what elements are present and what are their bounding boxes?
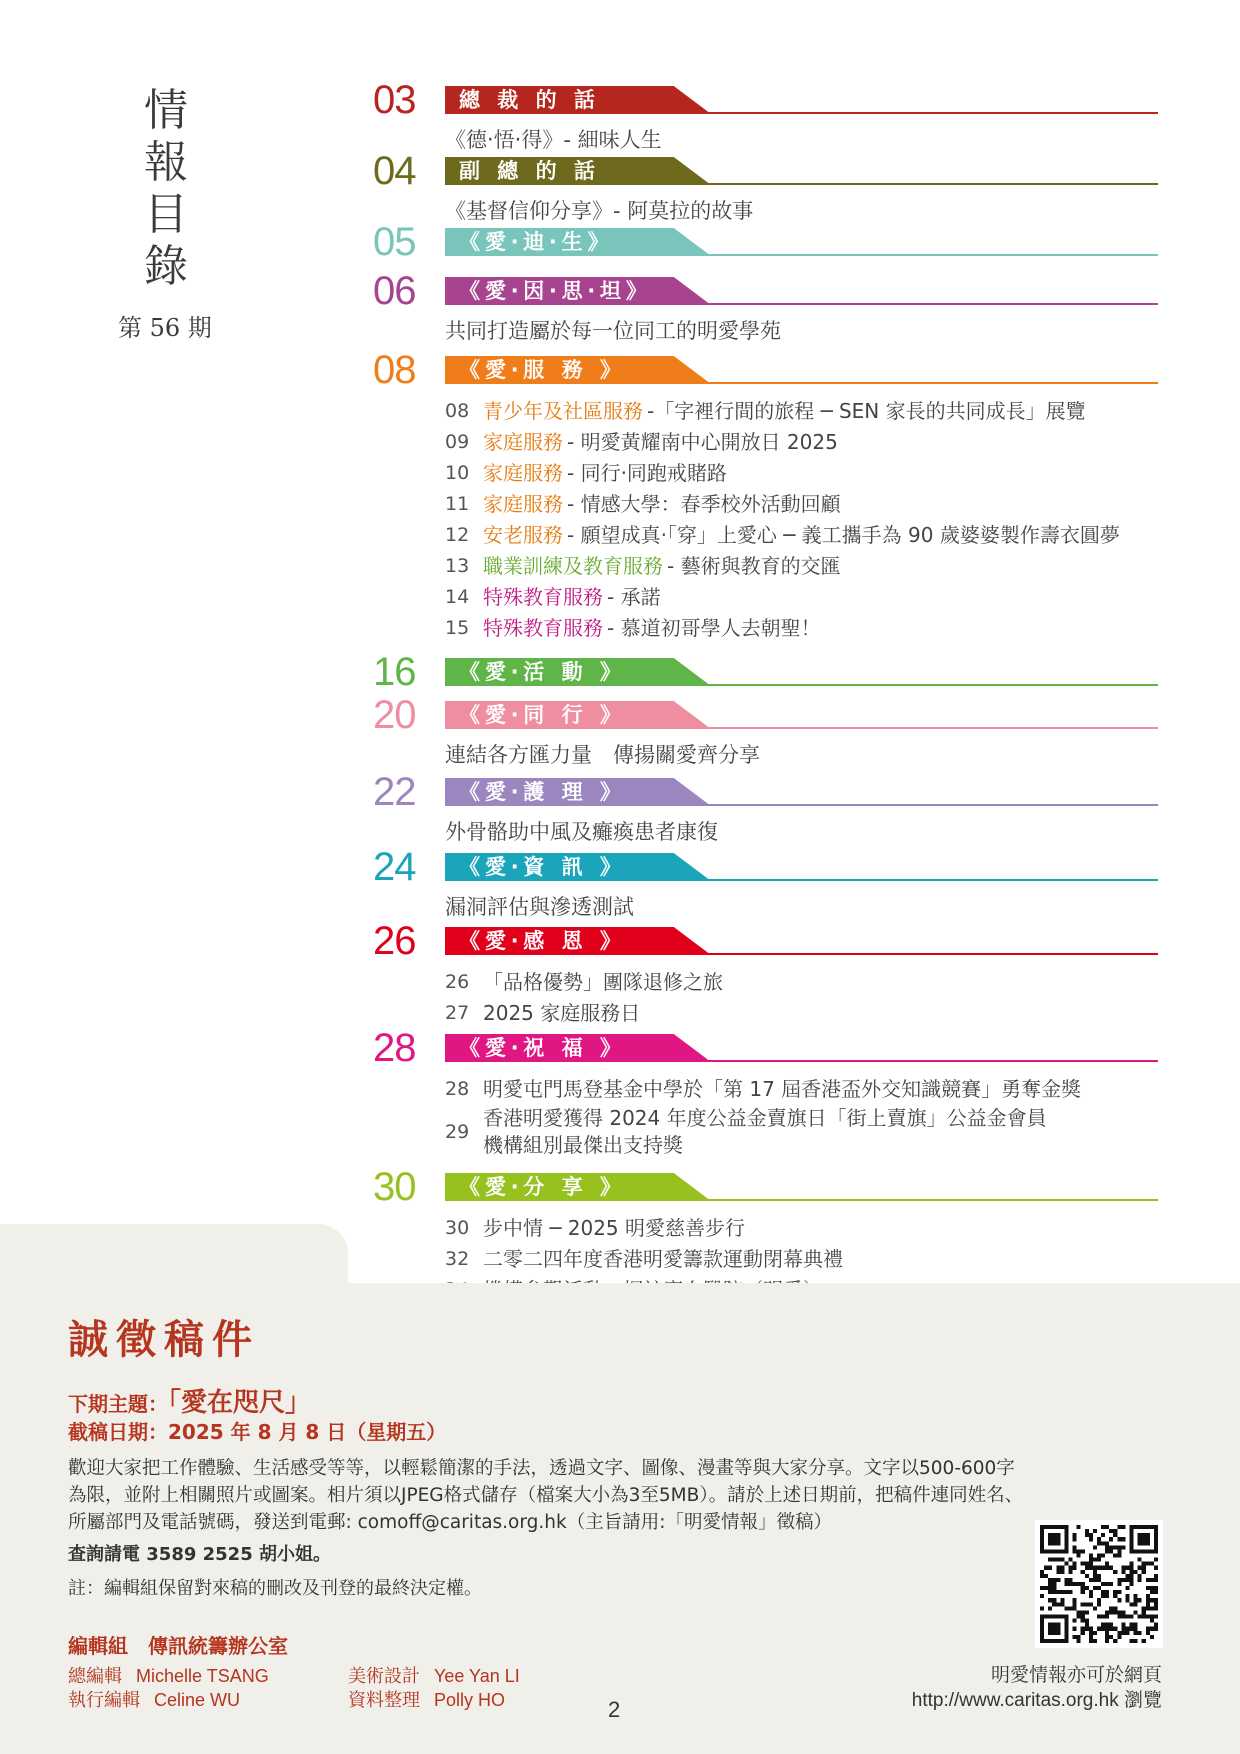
- credit-name: Yee Yan LI: [434, 1666, 520, 1686]
- section-page-number: 22: [373, 770, 416, 814]
- section-title: 總 裁 的 話: [459, 88, 600, 112]
- toc-section[interactable]: [373, 845, 1213, 921]
- article-text: [483, 998, 640, 1029]
- section-title: 副 總 的 話: [459, 159, 600, 183]
- section-page-number: 28: [373, 1026, 416, 1070]
- web-note: 明愛情報亦可於網頁: [990, 1664, 1162, 1686]
- article-category: 青少年及社區服務: [483, 399, 643, 423]
- article-page: 11: [445, 493, 470, 515]
- section-title: 《愛‧因‧思‧坦》: [459, 279, 652, 303]
- section-page-number: 16: [373, 650, 416, 694]
- article-row[interactable]: [445, 1074, 1213, 1105]
- toc-section-header: [373, 650, 1213, 694]
- article-page: 10: [445, 462, 470, 484]
- article-page: 30: [445, 1217, 470, 1239]
- section-title: 《愛‧資 訊 》: [459, 855, 626, 879]
- deadline: 截稿日期：2025 年 8 月 8 日（星期五）: [68, 1420, 447, 1444]
- article-text: [483, 396, 1086, 427]
- article-page: 32: [445, 1248, 470, 1270]
- next-theme-value: 「愛在咫尺」: [168, 1388, 312, 1418]
- article-category: 家庭服務: [483, 461, 563, 485]
- article-title: - 藝術與教育的交匯: [667, 554, 841, 578]
- article-title: 香港明愛獲得 2024 年度公益金賣旗日「街上賣旗」公益金會員: [483, 1106, 1047, 1130]
- article-text: [483, 427, 838, 458]
- article-list: [445, 967, 1213, 1029]
- article-row[interactable]: [445, 551, 1213, 582]
- article-row[interactable]: [445, 520, 1213, 551]
- article-title: 2025 家庭服務日: [483, 1001, 641, 1025]
- toc-section[interactable]: [373, 78, 1213, 154]
- web-url[interactable]: http://www.caritas.org.hk 瀏覽: [911, 1690, 1162, 1711]
- enquiry-line: 查詢請電 3589 2525 胡小姐。: [68, 1544, 331, 1565]
- title-char: 情: [144, 85, 188, 136]
- article-title: - 承諾: [607, 585, 661, 609]
- article-text: [483, 967, 723, 998]
- article-row[interactable]: [445, 613, 1213, 644]
- section-subtitle: 連結各方匯力量 傳揚關愛齊分享: [445, 743, 760, 767]
- article-page: 13: [445, 555, 470, 577]
- toc-section-header: [373, 845, 1213, 889]
- article-category: 家庭服務: [483, 492, 563, 516]
- toc-section-header: [373, 1026, 1213, 1070]
- toc-section[interactable]: [373, 220, 1213, 264]
- article-page: 29: [445, 1120, 470, 1143]
- next-theme: [68, 1382, 311, 1419]
- article-text: [483, 1244, 843, 1275]
- title-char: 錄: [144, 241, 188, 292]
- toc-section-header: [373, 220, 1213, 264]
- article-text: [483, 1074, 1081, 1105]
- section-page-number: 04: [373, 149, 416, 193]
- article-row[interactable]: [445, 396, 1213, 427]
- article-row[interactable]: [445, 489, 1213, 520]
- section-page-number: 05: [373, 220, 416, 264]
- section-page-number: 08: [373, 348, 416, 392]
- article-title: -「字裡行間的旅程 ─ SEN 家長的共同成長」展覽: [647, 399, 1086, 423]
- section-page-number: 30: [373, 1165, 416, 1209]
- article-row[interactable]: [445, 1244, 1213, 1275]
- instructions-line: 為限，並附上相關照片或圖案。相片須以JPEG格式儲存（檔案大小為3至5MB）。請於上述日期前，把稿件連同姓名、: [68, 1485, 1024, 1506]
- toc-section[interactable]: [373, 348, 1213, 644]
- section-subtitle: 《基督信仰分享》- 阿莫拉的故事: [445, 199, 754, 223]
- article-text: [483, 613, 821, 644]
- toc-section[interactable]: [373, 269, 1213, 345]
- editorial-heading: 編輯組 傳訊統籌辦公室: [68, 1634, 288, 1658]
- credit-data-compilation: [348, 1686, 505, 1712]
- article-row[interactable]: [445, 427, 1213, 458]
- article-title: 「品格優勢」團隊退修之旅: [483, 970, 723, 994]
- section-subtitle: 共同打造屬於每一位同工的明愛學苑: [445, 319, 781, 343]
- article-text: [483, 582, 661, 613]
- section-title: 《愛‧服 務 》: [459, 358, 626, 382]
- section-subtitle: 外骨骼助中風及癱瘓患者康復: [445, 820, 718, 844]
- section-page-number: 24: [373, 845, 416, 889]
- section-page-number: 20: [373, 693, 416, 737]
- title-char: 目: [144, 189, 188, 240]
- article-title-line2: 機構組別最傑出支持獎: [483, 1133, 683, 1157]
- section-page-number: 03: [373, 78, 416, 122]
- section-subtitle: 《德‧悟‧得》- 細味人生: [445, 128, 662, 152]
- article-page: 26: [445, 971, 470, 993]
- section-title: 《愛‧護 理 》: [459, 780, 626, 804]
- article-title: - 情感大學：春季校外活動回顧: [567, 492, 841, 516]
- article-row[interactable]: [445, 1213, 1213, 1244]
- article-category: 安老服務: [483, 523, 563, 547]
- toc-section[interactable]: [373, 693, 1213, 769]
- credit-art-design: [348, 1662, 520, 1688]
- page-number: 2: [608, 1697, 621, 1722]
- article-row[interactable]: [445, 458, 1213, 489]
- toc-section-header: [373, 1165, 1213, 1209]
- article-page: 08: [445, 400, 470, 422]
- article-title: 明愛屯門馬登基金中學於「第 17 屆香港盃外交知識競賽」勇奪金獎: [483, 1077, 1082, 1101]
- toc-section-header: [373, 348, 1213, 392]
- title-char: 報: [144, 137, 188, 188]
- article-row[interactable]: [445, 1105, 1213, 1159]
- credit-role: 資料整理: [348, 1690, 420, 1711]
- toc-section-header: [373, 693, 1213, 737]
- article-text: [483, 1213, 745, 1244]
- article-text: [483, 1105, 1047, 1159]
- section-page-number: 06: [373, 269, 416, 313]
- credit-role: 總編輯: [68, 1666, 122, 1687]
- article-category: 特殊教育服務: [483, 616, 603, 640]
- toc-section[interactable]: [373, 149, 1213, 225]
- article-title: - 同行‧同跑戒賭路: [567, 461, 727, 485]
- article-category: 家庭服務: [483, 430, 563, 454]
- credit-role: 執行編輯: [68, 1690, 140, 1711]
- article-list: [445, 1074, 1213, 1159]
- toc-section-header: [373, 770, 1213, 814]
- credit-executive-editor: [68, 1686, 240, 1712]
- article-row[interactable]: [445, 967, 1213, 998]
- instructions-line: 歡迎大家把工作體驗、生活感受等等，以輕鬆簡潔的手法，透過文字、圖像、漫畫等與大家分享。文字以500-600字: [68, 1458, 1015, 1479]
- article-text: [483, 489, 841, 520]
- section-title: 《愛‧迪‧生》: [459, 230, 614, 254]
- credit-name: Michelle TSANG: [136, 1666, 269, 1686]
- toc-section[interactable]: [373, 770, 1213, 846]
- article-text: [483, 551, 841, 582]
- article-page: 12: [445, 524, 470, 546]
- article-list: [445, 396, 1213, 644]
- toc-section[interactable]: [373, 1026, 1213, 1159]
- toc-section-header: [373, 269, 1213, 313]
- instructions-line: 所屬部門及電話號碼，發送到電郵: comoff@caritas.org.hk（主旨請用:「明愛情報」徵稿）: [68, 1512, 832, 1533]
- toc-section-header: [373, 149, 1213, 193]
- article-page: 27: [445, 1002, 470, 1024]
- article-category: 職業訓練及教育服務: [483, 554, 663, 578]
- section-title: 《愛‧祝 福 》: [459, 1036, 626, 1060]
- issue-number: 第 56 期: [118, 314, 212, 342]
- section-title: 《愛‧分 享 》: [459, 1175, 626, 1199]
- section-title: 《愛‧同 行 》: [459, 703, 626, 727]
- section-title: 《愛‧感 恩 》: [459, 929, 626, 953]
- article-title: 二零二四年度香港明愛籌款運動閉幕典禮: [483, 1247, 843, 1271]
- article-title: - 願望成真‧「穿」上愛心 ─ 義工攜手為 90 歲婆婆製作壽衣圓夢: [567, 523, 1120, 547]
- article-title: - 慕道初哥學人去朝聖！: [607, 616, 821, 640]
- submission-panel-tab: [0, 1224, 348, 1284]
- credit-name: Polly HO: [434, 1690, 506, 1710]
- article-page: 14: [445, 586, 470, 608]
- qr-code-icon[interactable]: [1035, 1520, 1163, 1648]
- credit-role: 美術設計: [348, 1666, 420, 1687]
- submission-instructions: [68, 1455, 1158, 1536]
- article-page: 09: [445, 431, 470, 453]
- next-theme-label: 下期主題：: [68, 1392, 168, 1416]
- article-title: 步中情 ─ 2025 明愛慈善步行: [483, 1216, 746, 1240]
- call-for-submissions-title: 誠徵稿件: [68, 1317, 260, 1363]
- article-category: 特殊教育服務: [483, 585, 603, 609]
- article-row[interactable]: [445, 998, 1213, 1029]
- section-title: 《愛‧活 動 》: [459, 660, 626, 684]
- article-text: [483, 458, 727, 489]
- credit-name: Celine WU: [154, 1690, 241, 1710]
- section-subtitle: 漏洞評估與滲透測試: [445, 895, 634, 919]
- editorial-note: 註：編輯組保留對來稿的刪改及刊登的最終決定權。: [68, 1578, 482, 1599]
- article-page: 28: [445, 1078, 470, 1100]
- toc-section-header: [373, 78, 1213, 122]
- toc-section-header: [373, 919, 1213, 963]
- toc-section[interactable]: [373, 919, 1213, 1029]
- article-title: - 明愛黃耀南中心開放日 2025: [567, 430, 838, 454]
- toc-section[interactable]: [373, 650, 1213, 694]
- article-page: 15: [445, 617, 470, 639]
- article-text: [483, 520, 1120, 551]
- section-page-number: 26: [373, 919, 416, 963]
- credit-chief-editor: [68, 1662, 269, 1688]
- article-row[interactable]: [445, 582, 1213, 613]
